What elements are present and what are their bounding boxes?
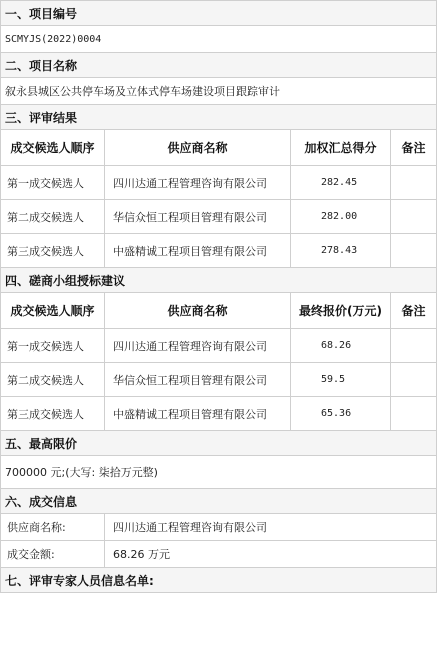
section-title-project-code: 一、项目编号 [1, 1, 437, 26]
weighted-score: 282.45 [291, 166, 391, 200]
candidate-rank: 第二成交候选人 [1, 363, 105, 397]
note-cell [391, 234, 437, 268]
weighted-score: 278.43 [291, 234, 391, 268]
column-header-supplier: 供应商名称 [105, 293, 291, 329]
table-row [1, 329, 437, 363]
column-header-score: 加权汇总得分 [291, 130, 391, 166]
candidate-rank: 第二成交候选人 [1, 200, 105, 234]
section-title-max-price: 五、最高限价 [1, 431, 437, 456]
section-title-deal-info: 六、成交信息 [1, 489, 437, 514]
deal-amount-value: 68.26 万元 [105, 541, 437, 568]
weighted-score: 282.00 [291, 200, 391, 234]
supplier-name: 中盛精诚工程项目管理有限公司 [105, 234, 291, 268]
award-header-row [1, 293, 437, 329]
supplier-name: 华信众恒工程项目管理有限公司 [105, 200, 291, 234]
table-row [1, 234, 437, 268]
section-title-expert-list: 七、评审专家人员信息名单: [1, 568, 437, 593]
column-header-note: 备注 [391, 130, 437, 166]
deal-supplier-value: 四川达通工程管理咨询有限公司 [105, 514, 437, 541]
column-header-note: 备注 [391, 293, 437, 329]
deal-supplier-label: 供应商名称: [1, 514, 105, 541]
column-header-rank: 成交候选人顺序 [1, 293, 105, 329]
supplier-name: 四川达通工程管理咨询有限公司 [105, 329, 291, 363]
note-cell [391, 329, 437, 363]
supplier-name: 四川达通工程管理咨询有限公司 [105, 166, 291, 200]
note-cell [391, 397, 437, 431]
review-header-row [1, 130, 437, 166]
project-code: SCMYJS(2022)0004 [1, 26, 437, 53]
column-header-final-price: 最终报价(万元) [291, 293, 391, 329]
final-price: 65.36 [291, 397, 391, 431]
section-title-review-result: 三、评审结果 [1, 105, 437, 130]
note-cell [391, 200, 437, 234]
candidate-rank: 第一成交候选人 [1, 166, 105, 200]
table-row [1, 166, 437, 200]
column-header-rank: 成交候选人顺序 [1, 130, 105, 166]
table-row [1, 363, 437, 397]
note-cell [391, 166, 437, 200]
candidate-rank: 第三成交候选人 [1, 397, 105, 431]
note-cell [391, 363, 437, 397]
supplier-name: 华信众恒工程项目管理有限公司 [105, 363, 291, 397]
section-title-project-name: 二、项目名称 [1, 53, 437, 78]
final-price: 68.26 [291, 329, 391, 363]
section-title-award-suggestion: 四、磋商小组授标建议 [1, 268, 437, 293]
column-header-supplier: 供应商名称 [105, 130, 291, 166]
table-row [1, 397, 437, 431]
candidate-rank: 第三成交候选人 [1, 234, 105, 268]
max-price: 700000 元;(大写: 柒拾万元整) [1, 456, 437, 489]
deal-amount-label: 成交金额: [1, 541, 105, 568]
table-row [1, 200, 437, 234]
supplier-name: 中盛精诚工程项目管理有限公司 [105, 397, 291, 431]
project-name: 叙永县城区公共停车场及立体式停车场建设项目跟踪审计 [1, 78, 437, 105]
candidate-rank: 第一成交候选人 [1, 329, 105, 363]
final-price: 59.5 [291, 363, 391, 397]
